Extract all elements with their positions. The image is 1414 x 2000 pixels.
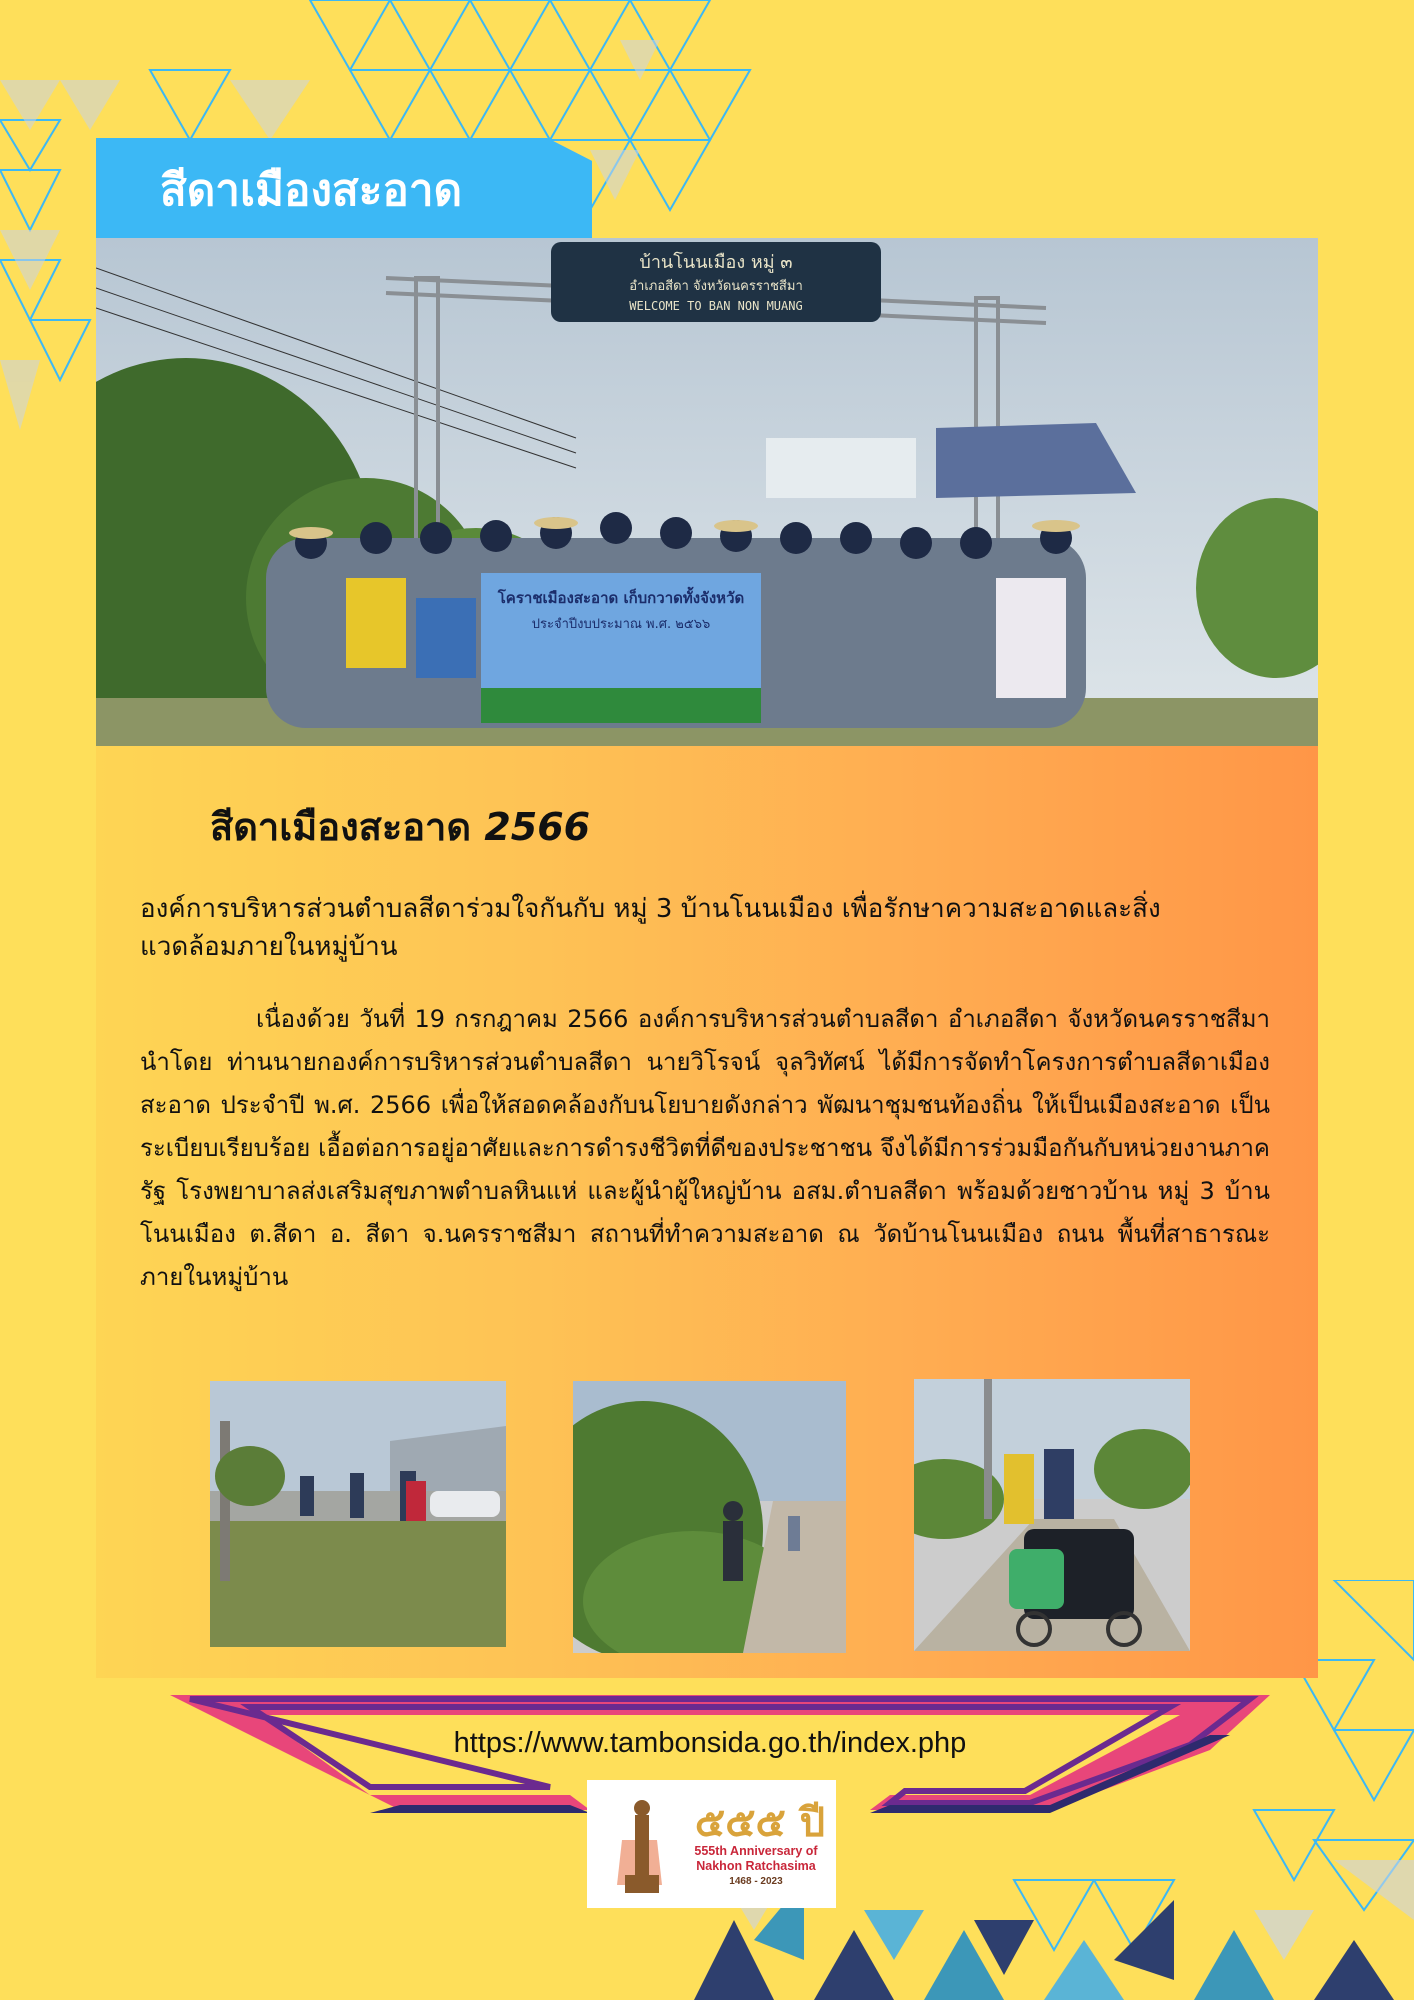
header-title: สีดาเมืองสะอาด [159,165,463,216]
content-title [210,796,590,857]
lead-paragraph: องค์การบริหารส่วนตำบลสีดาร่วมใจกันกับ หมู่ 3 บ้านโนนเมือง เพื่อรักษาความสะอาดและสิ่งแวดล้อมภายในหมู่บ้าน [140,894,1161,962]
banner-line1: โคราชเมืองสะอาด เก็บกวาดทั้งจังหวัด [497,589,745,607]
anniversary-logo-line2: Nakhon Ratchasima [696,1859,816,1873]
content-title-text: สีดาเมืองสะอาด [210,805,472,849]
anniversary-logo-line1: 555th Anniversary of [694,1844,818,1858]
gate-sign-line1: บ้านโนนเมือง หมู่ ๓ [639,252,793,273]
content-title-year: 2566 [484,805,591,849]
gate-sign-line3: WELCOME TO BAN NON MUANG [629,299,803,313]
activity-photo-sweeping-roadside [210,1381,506,1647]
banner-line2: ประจำปีงบประมาณ พ.ศ. ๒๕๖๖ [531,617,711,632]
anniversary-logo-number: ๕๕๕ ปี [694,1799,826,1846]
activity-photo-clearing-bushes [573,1381,846,1653]
hero-photo [96,238,1318,746]
gate-sign-line2: อำเภอสีดา จังหวัดนครราชสีมา [629,279,803,294]
body-paragraph: เนื่องด้วย วันที่ 19 กรกฎาคม 2566 องค์การบริหารส่วนตำบลสีดา อำเภอสีดา จังหวัดนครราชสีมา นำโดย ท่านนายกองค์การบริหารส่วนตำบลสีดา นายวิโรจน์ จุลวิทัศน์ ได้มีการจัดทำโครงการตำบลสีดาเมืองสะอาด ประจำปี พ.ศ. 2566 เพื่อให้สอดคล้องกับนโยบายดังกล่าว พัฒนาชุมชนท้องถิ่น ให้เป็นเมืองสะอาด เป็นระเบียบเรียบร้อย เอื้อต่อการอยู่อาศัยและการดำรงชีวิตที่ดีของประชาชน จึงได้มีการร่วมมือกันกับหน่วยงานภาครัฐ โรงพยาบาลส่งเสริมสุขภาพตำบลหินแห่ และผู้นำผู้ใหญ่บ้าน อสม.ตำบลสีดา พร้อมด้วยชาวบ้าน หมู่ 3 บ้านโนนเมือง ต.สีดา อ. สีดา จ.นครราชสีมา สถานที่ทำความสะอาด ณ วัดบ้านโนนเมือง ถนน พื้นที่สาธารณะภายในหมู่บ้าน [140,1005,1271,1291]
anniversary-logo-years: 1468 - 2023 [729,1876,783,1887]
anniversary-logo-caption [678,1844,834,1889]
website-link[interactable]: https://www.tambonsida.go.th/index.php [453,1727,967,1759]
activity-photo-garbage-cart [914,1379,1190,1651]
